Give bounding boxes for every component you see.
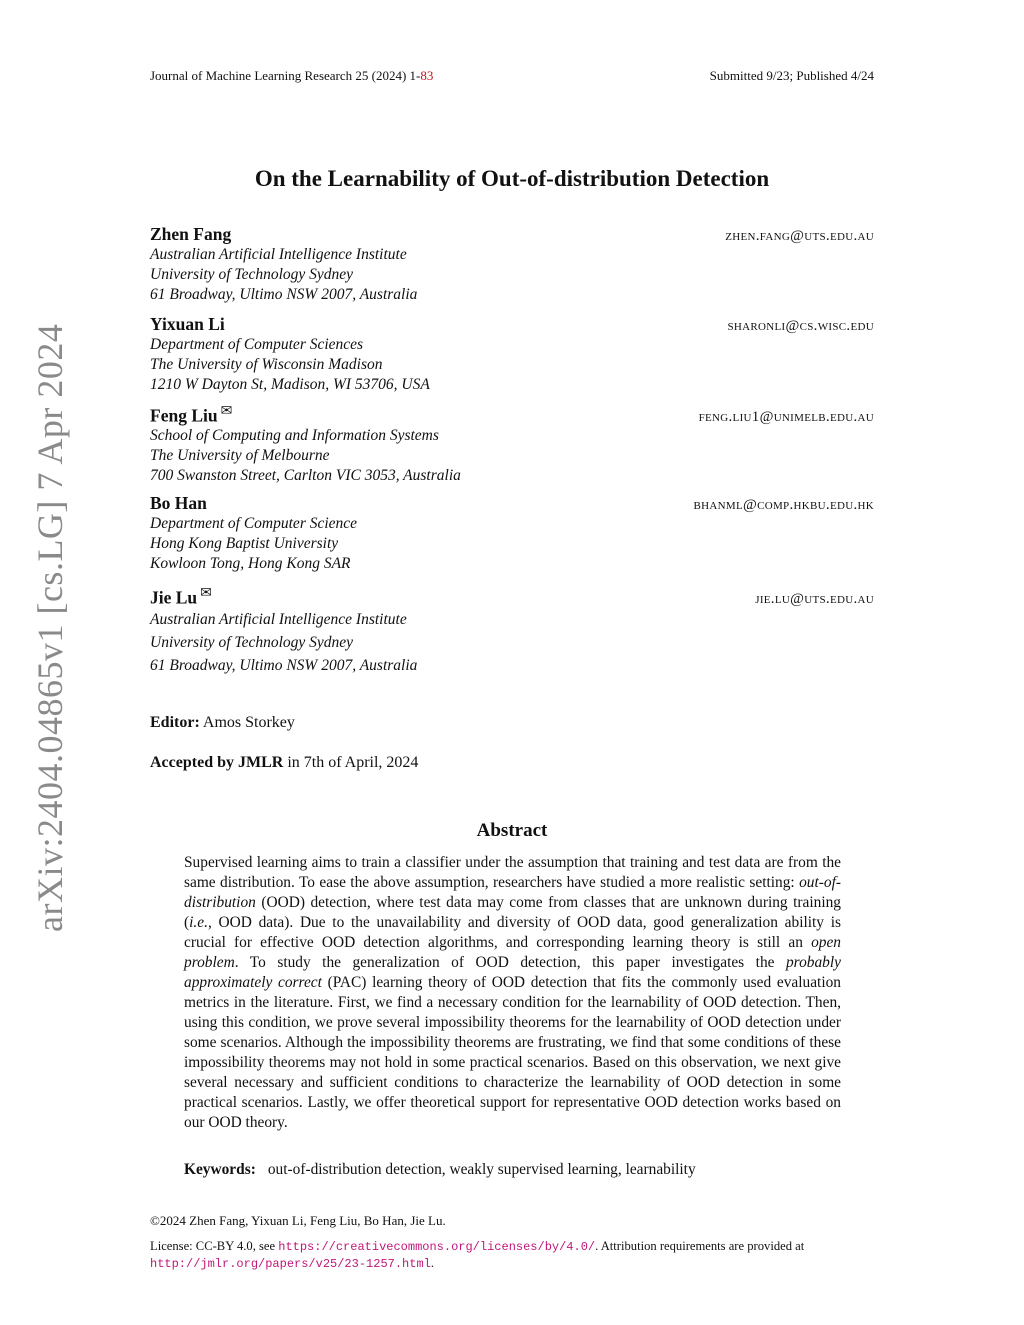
keywords-line: [184, 1161, 864, 1179]
license-notice: [150, 1238, 850, 1272]
author-email[interactable]: jie.lu@uts.edu.au: [755, 591, 874, 608]
license-prefix: License: CC-BY 4.0, see: [150, 1239, 279, 1253]
author-block: [150, 585, 874, 677]
abstract-body: [184, 853, 841, 1133]
affiliation-line: 1210 W Dayton St, Madison, WI 53706, USA: [150, 376, 430, 393]
affiliation-line: The University of Melbourne: [150, 447, 330, 465]
author-name-wrap: [150, 585, 212, 608]
keywords-text: out-of-distribution detection, weakly supervised learning, learnability: [267, 1161, 696, 1178]
author-block: [150, 224, 874, 305]
affiliation-line: 700 Swanston Street, Carlton VIC 3053, Australia: [150, 467, 461, 485]
abstract-emphasis: out-of-distribution: [184, 874, 841, 911]
license-link[interactable]: https://creativecommons.org/licenses/by/4.0/: [278, 1240, 596, 1254]
affiliation-line: School of Computing and Information Systems: [150, 427, 439, 445]
envelope-icon: ✉: [220, 404, 233, 419]
arxiv-stamp: arXiv:2404.04865v1 [cs.LG] 7 Apr 2024: [30, 323, 70, 932]
accepted-line: [150, 754, 418, 772]
author-header-row: [150, 403, 874, 426]
author-name-wrap: [150, 224, 231, 245]
last-page-link[interactable]: 83: [420, 68, 434, 83]
author-block: [150, 314, 874, 395]
author-email[interactable]: zhen.fang@uts.edu.au: [725, 228, 874, 244]
abstract-text-run: Supervised learning aims to train a classifier under the assumption that training and test data are from the same distribution. To ease the above assumption, researchers have studied a more realistic setting:: [184, 854, 841, 891]
author-name: Yixuan Li: [150, 314, 225, 334]
license-suffix: .: [430, 1256, 435, 1270]
journal-citation: Journal of Machine Learning Research 25 (2024) 1-: [150, 68, 421, 83]
author-header-row: [150, 224, 874, 245]
author-header-row: [150, 314, 874, 335]
affiliation-line: Kowloon Tong, Hong Kong SAR: [150, 555, 351, 572]
author-name-wrap: [150, 493, 207, 514]
license-middle: . Attribution requirements are provided at: [595, 1239, 805, 1253]
journal-header: [150, 68, 433, 84]
affiliation-line: Australian Artificial Intelligence Institute: [150, 611, 407, 629]
author-block: [150, 403, 874, 486]
affiliation-line: 61 Broadway, Ultimo NSW 2007, Australia: [150, 657, 418, 675]
author-email[interactable]: bhanml@comp.hkbu.edu.hk: [693, 497, 874, 513]
keywords-label: Keywords:: [184, 1161, 256, 1178]
abstract-emphasis: probably approximately correct: [184, 954, 841, 991]
author-name-wrap: [150, 403, 232, 426]
editor-name: Amos Storkey: [202, 714, 295, 731]
affiliation-line: 61 Broadway, Ultimo NSW 2007, Australia: [150, 286, 418, 303]
author-name: Feng Liu: [150, 405, 218, 426]
author-name: Jie Lu: [150, 587, 198, 608]
editor-label: Editor:: [150, 714, 200, 731]
abstract-text-run: , OOD data). Due to the unavailability and diversity of OOD data, good generalization ability is crucial for effective OOD detection algorithms, and corresponding learning theory is still an: [184, 914, 841, 951]
editor-line: [150, 714, 295, 732]
abstract-text-run: . To study the generalization of OOD detection, this paper investigates the: [234, 954, 786, 971]
abstract-emphasis: open problem: [184, 934, 841, 971]
abstract-heading: Abstract: [476, 820, 548, 841]
affiliation-line: Australian Artificial Intelligence Institute: [150, 246, 407, 263]
submission-dates: Submitted 9/23; Published 4/24: [709, 68, 874, 83]
accepted-date: in 7th of April, 2024: [283, 754, 419, 771]
author-name-wrap: [150, 314, 225, 335]
affiliation-line: Hong Kong Baptist University: [150, 535, 339, 552]
accepted-label: Accepted by JMLR: [150, 754, 284, 771]
author-header-row: [150, 585, 874, 608]
affiliation-line: Department of Computer Sciences: [150, 336, 364, 353]
affiliation-line: Department of Computer Science: [150, 515, 358, 532]
author-email[interactable]: sharonli@cs.wisc.edu: [727, 318, 874, 334]
affiliation-line: University of Technology Sydney: [150, 266, 354, 283]
author-header-row: [150, 493, 874, 514]
envelope-icon: ✉: [200, 586, 212, 601]
abstract-text-run: (PAC) learning theory of OOD detection that fits the commonly used evaluation metrics in the literature. First, we find a necessary condition for the learnability of OOD detection. Then, using this condition, we prove several impossibility theorems for the learnability of OOD detection under some scenarios. Although the impossibility theorems are frustrating, we find that some conditions of these impossibility theorems may not hold in some practical scenarios. Based on this observation, we next give several necessary and sufficient conditions to characterize the learnability of OOD detection in some practical scenarios. Lastly, we offer theoretical support for representative OOD detection works based on our OOD theory.: [184, 974, 841, 1131]
affiliation-line: The University of Wisconsin Madison: [150, 356, 383, 373]
author-email[interactable]: feng.liu1@unimelb.edu.au: [698, 409, 874, 426]
author-name: Bo Han: [150, 493, 207, 513]
paper-link[interactable]: http://jmlr.org/papers/v25/23-1257.html: [150, 1257, 431, 1271]
author-name: Zhen Fang: [150, 224, 232, 244]
author-block: [150, 493, 874, 574]
abstract-emphasis: i.e.: [189, 914, 208, 931]
affiliation-line: University of Technology Sydney: [150, 634, 354, 652]
paper-title: On the Learnability of Out-of-distribution Detection: [254, 166, 770, 191]
copyright-notice: ©2024 Zhen Fang, Yixuan Li, Feng Liu, Bo Han, Jie Lu.: [150, 1213, 446, 1228]
abstract-text-run: (OOD) detection, where test data may come from classes that are unknown during training (: [184, 894, 841, 931]
